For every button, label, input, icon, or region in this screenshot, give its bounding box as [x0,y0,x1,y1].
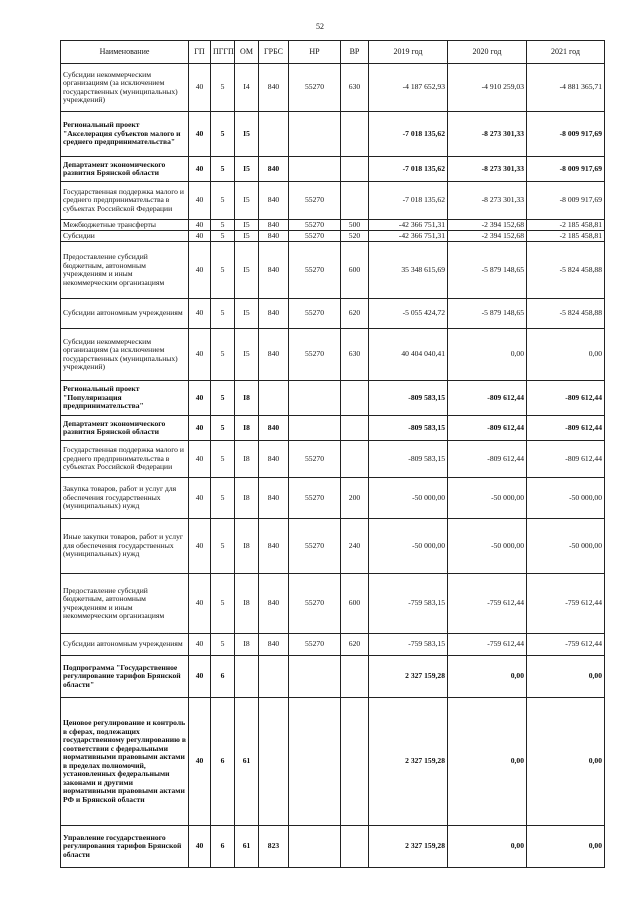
row-2020: -5 879 148,65 [448,299,527,329]
row-vr [341,112,369,157]
row-name: Предоставление субсидий бюджетным, автономным учреждениям и иным некоммерческим организациям [61,242,189,299]
row-2019: -42 366 751,31 [369,231,448,242]
row-nr: 55270 [289,231,341,242]
table-row [61,242,605,299]
row-gp: 40 [189,519,211,574]
row-vr: 600 [341,242,369,299]
row-ppgp: 5 [211,329,235,381]
header-vr: ВР [341,41,369,64]
row-name: Закупка товаров, работ и услуг для обеспечения государственных (муниципальных) нужд [61,478,189,519]
row-name: Государственная поддержка малого и среднего предпринимательства в субъектах Российской Федерации [61,441,189,478]
row-om: I8 [235,519,259,574]
row-name: Межбюджетные трансферты [61,220,189,231]
row-nr: 55270 [289,220,341,231]
row-grbs: 840 [259,231,289,242]
table-row [61,329,605,381]
row-grbs: 840 [259,329,289,381]
row-2019: -759 583,15 [369,574,448,634]
header-nr: НР [289,41,341,64]
row-gp: 40 [189,299,211,329]
row-om [235,656,259,698]
header-gp: ГП [189,41,211,64]
row-2019: 2 327 159,28 [369,698,448,826]
row-om: I5 [235,112,259,157]
row-2021: 0,00 [527,656,605,698]
row-2020: -2 394 152,68 [448,231,527,242]
row-vr: 500 [341,220,369,231]
row-name: Субсидии некоммерческим организациям (за исключением государственных (муниципальных) учреждений) [61,64,189,112]
row-2021: -759 612,44 [527,634,605,656]
header-grbs: ГРБС [259,41,289,64]
row-grbs: 840 [259,182,289,220]
row-gp: 40 [189,112,211,157]
row-vr: 600 [341,574,369,634]
row-name: Региональный проект "Популяризация предпринимательства" [61,381,189,416]
header-2019: 2019 год [369,41,448,64]
row-ppgp: 5 [211,182,235,220]
table-row [61,634,605,656]
row-2020: 0,00 [448,698,527,826]
row-om: I5 [235,182,259,220]
row-2021: -8 009 917,69 [527,112,605,157]
table-row [61,381,605,416]
row-vr [341,441,369,478]
row-name: Управление государственного регулирования тарифов Брянской области [61,826,189,868]
row-om: I8 [235,478,259,519]
row-2020: -809 612,44 [448,381,527,416]
row-2019: -7 018 135,62 [369,182,448,220]
row-om: I5 [235,157,259,182]
row-2021: -8 009 917,69 [527,182,605,220]
table-row [61,299,605,329]
row-nr [289,112,341,157]
row-vr: 200 [341,478,369,519]
row-grbs: 840 [259,634,289,656]
row-2020: -50 000,00 [448,478,527,519]
row-name: Государственная поддержка малого и среднего предпринимательства в субъектах Российской Федерации [61,182,189,220]
row-grbs: 840 [259,574,289,634]
row-gp: 40 [189,381,211,416]
row-nr [289,416,341,441]
row-gp: 40 [189,182,211,220]
row-name: Субсидии [61,231,189,242]
row-gp: 40 [189,157,211,182]
table-row [61,574,605,634]
row-2019: 2 327 159,28 [369,656,448,698]
row-2020: -8 273 301,33 [448,112,527,157]
row-grbs: 840 [259,299,289,329]
row-gp: 40 [189,441,211,478]
row-ppgp: 5 [211,299,235,329]
row-nr [289,826,341,868]
row-nr: 55270 [289,441,341,478]
table-row [61,182,605,220]
row-vr [341,698,369,826]
row-om: 61 [235,698,259,826]
row-2021: -2 185 458,81 [527,231,605,242]
row-gp: 40 [189,826,211,868]
table-row [61,478,605,519]
row-grbs: 840 [259,478,289,519]
row-nr: 55270 [289,299,341,329]
row-nr: 55270 [289,634,341,656]
row-vr: 630 [341,329,369,381]
header-2021: 2021 год [527,41,605,64]
row-grbs: 840 [259,416,289,441]
row-nr [289,656,341,698]
row-grbs: 823 [259,826,289,868]
row-ppgp: 6 [211,698,235,826]
row-nr [289,157,341,182]
page-number: 52 [316,22,324,31]
row-name: Субсидии автономным учреждениям [61,634,189,656]
table-row [61,441,605,478]
row-name: Департамент экономического развития Брянской области [61,416,189,441]
row-2019: -809 583,15 [369,416,448,441]
table-row [61,519,605,574]
row-nr: 55270 [289,574,341,634]
row-2021: -8 009 917,69 [527,157,605,182]
row-nr: 55270 [289,478,341,519]
row-2019: 2 327 159,28 [369,826,448,868]
row-2020: -4 910 259,03 [448,64,527,112]
row-om: I8 [235,634,259,656]
row-2021: 0,00 [527,329,605,381]
row-name: Субсидии автономным учреждениям [61,299,189,329]
row-grbs: 840 [259,242,289,299]
row-gp: 40 [189,416,211,441]
row-om: I5 [235,231,259,242]
row-vr [341,416,369,441]
table-row [61,826,605,868]
header-row [61,41,605,64]
row-2020: -2 394 152,68 [448,220,527,231]
header-name: Наименование [61,41,189,64]
row-2019: -4 187 652,93 [369,64,448,112]
table-row [61,112,605,157]
row-nr: 55270 [289,519,341,574]
row-ppgp: 5 [211,64,235,112]
row-2019: 35 348 615,69 [369,242,448,299]
row-vr [341,182,369,220]
row-2019: -759 583,15 [369,634,448,656]
row-2020: -809 612,44 [448,416,527,441]
row-2021: -50 000,00 [527,519,605,574]
row-2020: -8 273 301,33 [448,157,527,182]
row-nr: 55270 [289,329,341,381]
row-vr [341,656,369,698]
row-vr: 630 [341,64,369,112]
row-grbs [259,112,289,157]
row-vr: 240 [341,519,369,574]
row-ppgp: 5 [211,519,235,574]
row-grbs: 840 [259,441,289,478]
row-name: Подпрограмма "Государственное регулирование тарифов Брянской области" [61,656,189,698]
row-name: Департамент экономического развития Брянской области [61,157,189,182]
row-vr: 620 [341,299,369,329]
row-2021: -2 185 458,81 [527,220,605,231]
row-vr: 520 [341,231,369,242]
row-2019: 40 404 040,41 [369,329,448,381]
row-grbs: 840 [259,157,289,182]
row-ppgp: 6 [211,656,235,698]
row-2021: -809 612,44 [527,381,605,416]
row-2021: -5 824 458,88 [527,299,605,329]
row-gp: 40 [189,656,211,698]
row-vr [341,826,369,868]
table-row [61,64,605,112]
row-ppgp: 5 [211,441,235,478]
row-ppgp: 5 [211,381,235,416]
row-ppgp: 5 [211,157,235,182]
table-row [61,220,605,231]
row-ppgp: 5 [211,574,235,634]
header-om: ОМ [235,41,259,64]
row-om: I5 [235,220,259,231]
row-2019: -42 366 751,31 [369,220,448,231]
row-2021: 0,00 [527,826,605,868]
row-2020: 0,00 [448,329,527,381]
row-name: Иные закупки товаров, работ и услуг для обеспечения государственных (муниципальных) нужд [61,519,189,574]
table-row [61,656,605,698]
row-om: I8 [235,416,259,441]
budget-table [60,40,605,868]
table-row [61,157,605,182]
table-row [61,416,605,441]
row-name: Предоставление субсидий бюджетным, автономным учреждениям и иным некоммерческим организациям [61,574,189,634]
row-gp: 40 [189,220,211,231]
row-2020: 0,00 [448,826,527,868]
row-2020: 0,00 [448,656,527,698]
row-2019: -809 583,15 [369,381,448,416]
row-2021: -759 612,44 [527,574,605,634]
row-gp: 40 [189,698,211,826]
row-om: I4 [235,64,259,112]
row-2019: -7 018 135,62 [369,112,448,157]
row-gp: 40 [189,242,211,299]
row-ppgp: 5 [211,231,235,242]
row-name: Субсидии некоммерческим организациям (за исключением государственных (муниципальных) учреждений) [61,329,189,381]
row-om: I5 [235,329,259,381]
row-ppgp: 5 [211,242,235,299]
row-2019: -809 583,15 [369,441,448,478]
row-name: Региональный проект "Акселерация субъектов малого и среднего предпринимательства" [61,112,189,157]
table-row [61,231,605,242]
row-om: I5 [235,299,259,329]
row-ppgp: 5 [211,478,235,519]
row-om: I5 [235,242,259,299]
header-ppgp: ПГГП [211,41,235,64]
row-2020: -809 612,44 [448,441,527,478]
row-vr [341,381,369,416]
row-2021: -50 000,00 [527,478,605,519]
row-nr [289,381,341,416]
row-nr [289,698,341,826]
row-ppgp: 5 [211,416,235,441]
row-gp: 40 [189,634,211,656]
row-grbs: 840 [259,64,289,112]
row-nr: 55270 [289,182,341,220]
row-2020: -8 273 301,33 [448,182,527,220]
row-om: I8 [235,574,259,634]
row-gp: 40 [189,231,211,242]
row-grbs: 840 [259,519,289,574]
table-row [61,698,605,826]
row-grbs [259,698,289,826]
row-ppgp: 6 [211,826,235,868]
row-2020: -50 000,00 [448,519,527,574]
row-ppgp: 5 [211,634,235,656]
row-vr [341,157,369,182]
row-gp: 40 [189,478,211,519]
row-2019: -50 000,00 [369,519,448,574]
header-2020: 2020 год [448,41,527,64]
row-2020: -5 879 148,65 [448,242,527,299]
row-ppgp: 5 [211,220,235,231]
row-grbs: 840 [259,220,289,231]
row-2021: 0,00 [527,698,605,826]
row-nr: 55270 [289,242,341,299]
row-om: I8 [235,381,259,416]
row-grbs [259,381,289,416]
row-2020: -759 612,44 [448,634,527,656]
row-2019: -5 055 424,72 [369,299,448,329]
row-grbs [259,656,289,698]
row-2021: -5 824 458,88 [527,242,605,299]
row-nr: 55270 [289,64,341,112]
row-2021: -809 612,44 [527,441,605,478]
row-2019: -50 000,00 [369,478,448,519]
row-2020: -759 612,44 [448,574,527,634]
row-2021: -4 881 365,71 [527,64,605,112]
row-vr: 620 [341,634,369,656]
row-2019: -7 018 135,62 [369,157,448,182]
row-om: I8 [235,441,259,478]
row-gp: 40 [189,574,211,634]
row-2021: -809 612,44 [527,416,605,441]
row-om: 61 [235,826,259,868]
row-gp: 40 [189,329,211,381]
row-name: Ценовое регулирование и контроль в сферах, подлежащих государственному регулированию в соответствии с федеральными нормативными правовыми актами в пределах полномочий, установленных федеральными законами и другими нормативными правовыми актами РФ и Брянской области [61,698,189,826]
row-ppgp: 5 [211,112,235,157]
row-gp: 40 [189,64,211,112]
